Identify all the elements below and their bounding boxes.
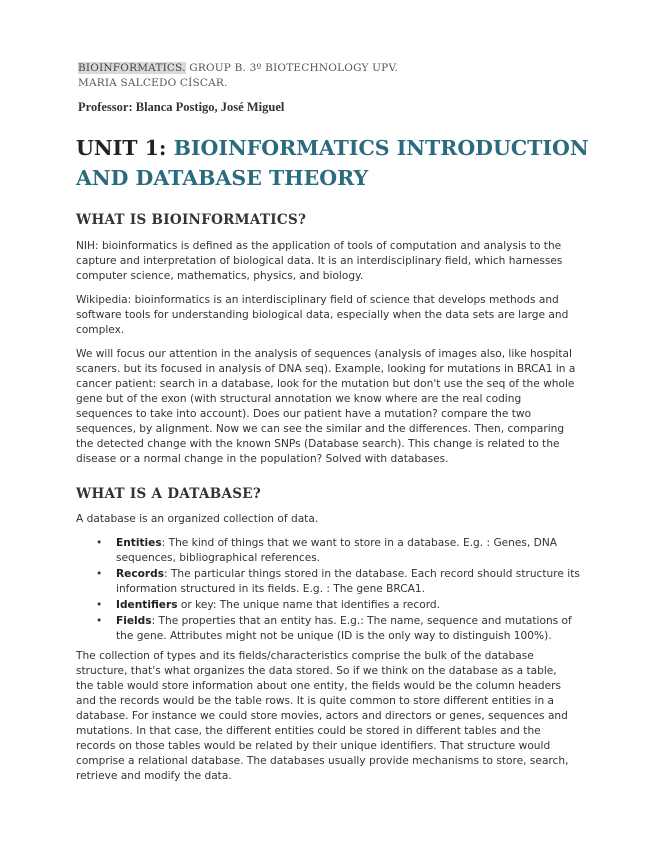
list-item-text: or key: The unique name that identifies a record. — [177, 599, 440, 611]
paragraph-wikipedia: Wikipedia: bioinformatics is an interdisciplinary field of science that develops methods and software tools for understanding biological data, especially when the data sets are large and complex. — [76, 294, 569, 336]
course-name-highlight: BIOINFORMATICS. — [78, 62, 186, 74]
bullet-icon: • — [96, 599, 103, 611]
unit-label: UNIT 1: — [76, 136, 167, 160]
paragraph-nih: NIH: bioinformatics is defined as the application of tools of computation and analysis to the capture and interpretation of biological data. It is an interdisciplinary field, which harnesses computer science, mathematics, physics, and biology. — [76, 240, 563, 282]
list-item-term: Entities — [116, 537, 162, 549]
list-item — [96, 567, 586, 597]
paragraph-database-intro: A database is an organized collection of data. — [76, 513, 319, 525]
section-heading-bioinformatics: WHAT IS BIOINFORMATICS? — [76, 212, 307, 228]
list-item-term: Identifiers — [116, 599, 178, 611]
list-item-text: : The properties that an entity has. E.g.: The name, sequence and mutations of the gene. Attributes might not be unique (ID is the only way to distinguish 100%). — [116, 615, 572, 642]
paragraph-database-structure: The collection of types and its fields/characteristics comprise the bulk of the database structure, that's what organizes the data stored. So if we think on the database as a table, the table would store information about one entity, the fields would be the column headers and the records would be the table rows. It is quite common to store different entities in a database. For instance we could store movies, actors and directors or genes, sequences and mutations. In that case, the different entities could be stored in different tables and the records on those tables would be related by their unique identifiers. That structure would comprise a relational database. The databases usually provide mechanisms to store, search, retrieve and modify the data. — [76, 650, 569, 782]
list-item — [96, 614, 586, 644]
author-name: MARIA SALCEDO CÍSCAR. — [78, 77, 228, 89]
bullet-icon: • — [96, 537, 103, 549]
bullet-icon: • — [96, 615, 103, 627]
list-item — [96, 536, 586, 566]
list-item-term: Fields — [116, 615, 152, 627]
course-group: GROUP B. 3º BIOTECHNOLOGY UPV. — [185, 62, 398, 74]
database-concepts-list — [96, 536, 586, 645]
list-item-text: : The kind of things that we want to store in a database. E.g. : Genes, DNA sequences, bibliographical references. — [116, 537, 557, 564]
list-item-text: : The particular things stored in the database. Each record should structure its information structured in its fields. E.g. : The gene BRCA1. — [116, 568, 580, 595]
course-header — [78, 62, 398, 74]
list-item-term: Records — [116, 568, 165, 580]
unit-title-text: BIOINFORMATICS INTRODUCTION AND DATABASE THEORY — [76, 136, 589, 190]
paragraph-sequences: We will focus our attention in the analysis of sequences (analysis of images also, like hospital scaners. but its focused in analysis of DNA seq). Example, looking for mutations in BRCA1 in a cancer patient: search in a database, look for the mutation but don't use the seq of the whole gene but of the exon (with structural annotation we know where are the real coding sequences to take into account). Does our patient have a mutation? compare the two sequences, by alignment. Now we can see the similar and the differences. Then, comparing the detected change with the known SNPs (Database search). This change is related to the disease or a normal change in the population? Solved with databases. — [76, 348, 576, 465]
professor-line: Professor: Blanca Postigo, José Miguel — [78, 100, 285, 114]
list-item — [96, 598, 586, 613]
bullet-icon: • — [96, 568, 103, 580]
section-heading-database: WHAT IS A DATABASE? — [76, 486, 262, 502]
page-title — [76, 133, 596, 193]
